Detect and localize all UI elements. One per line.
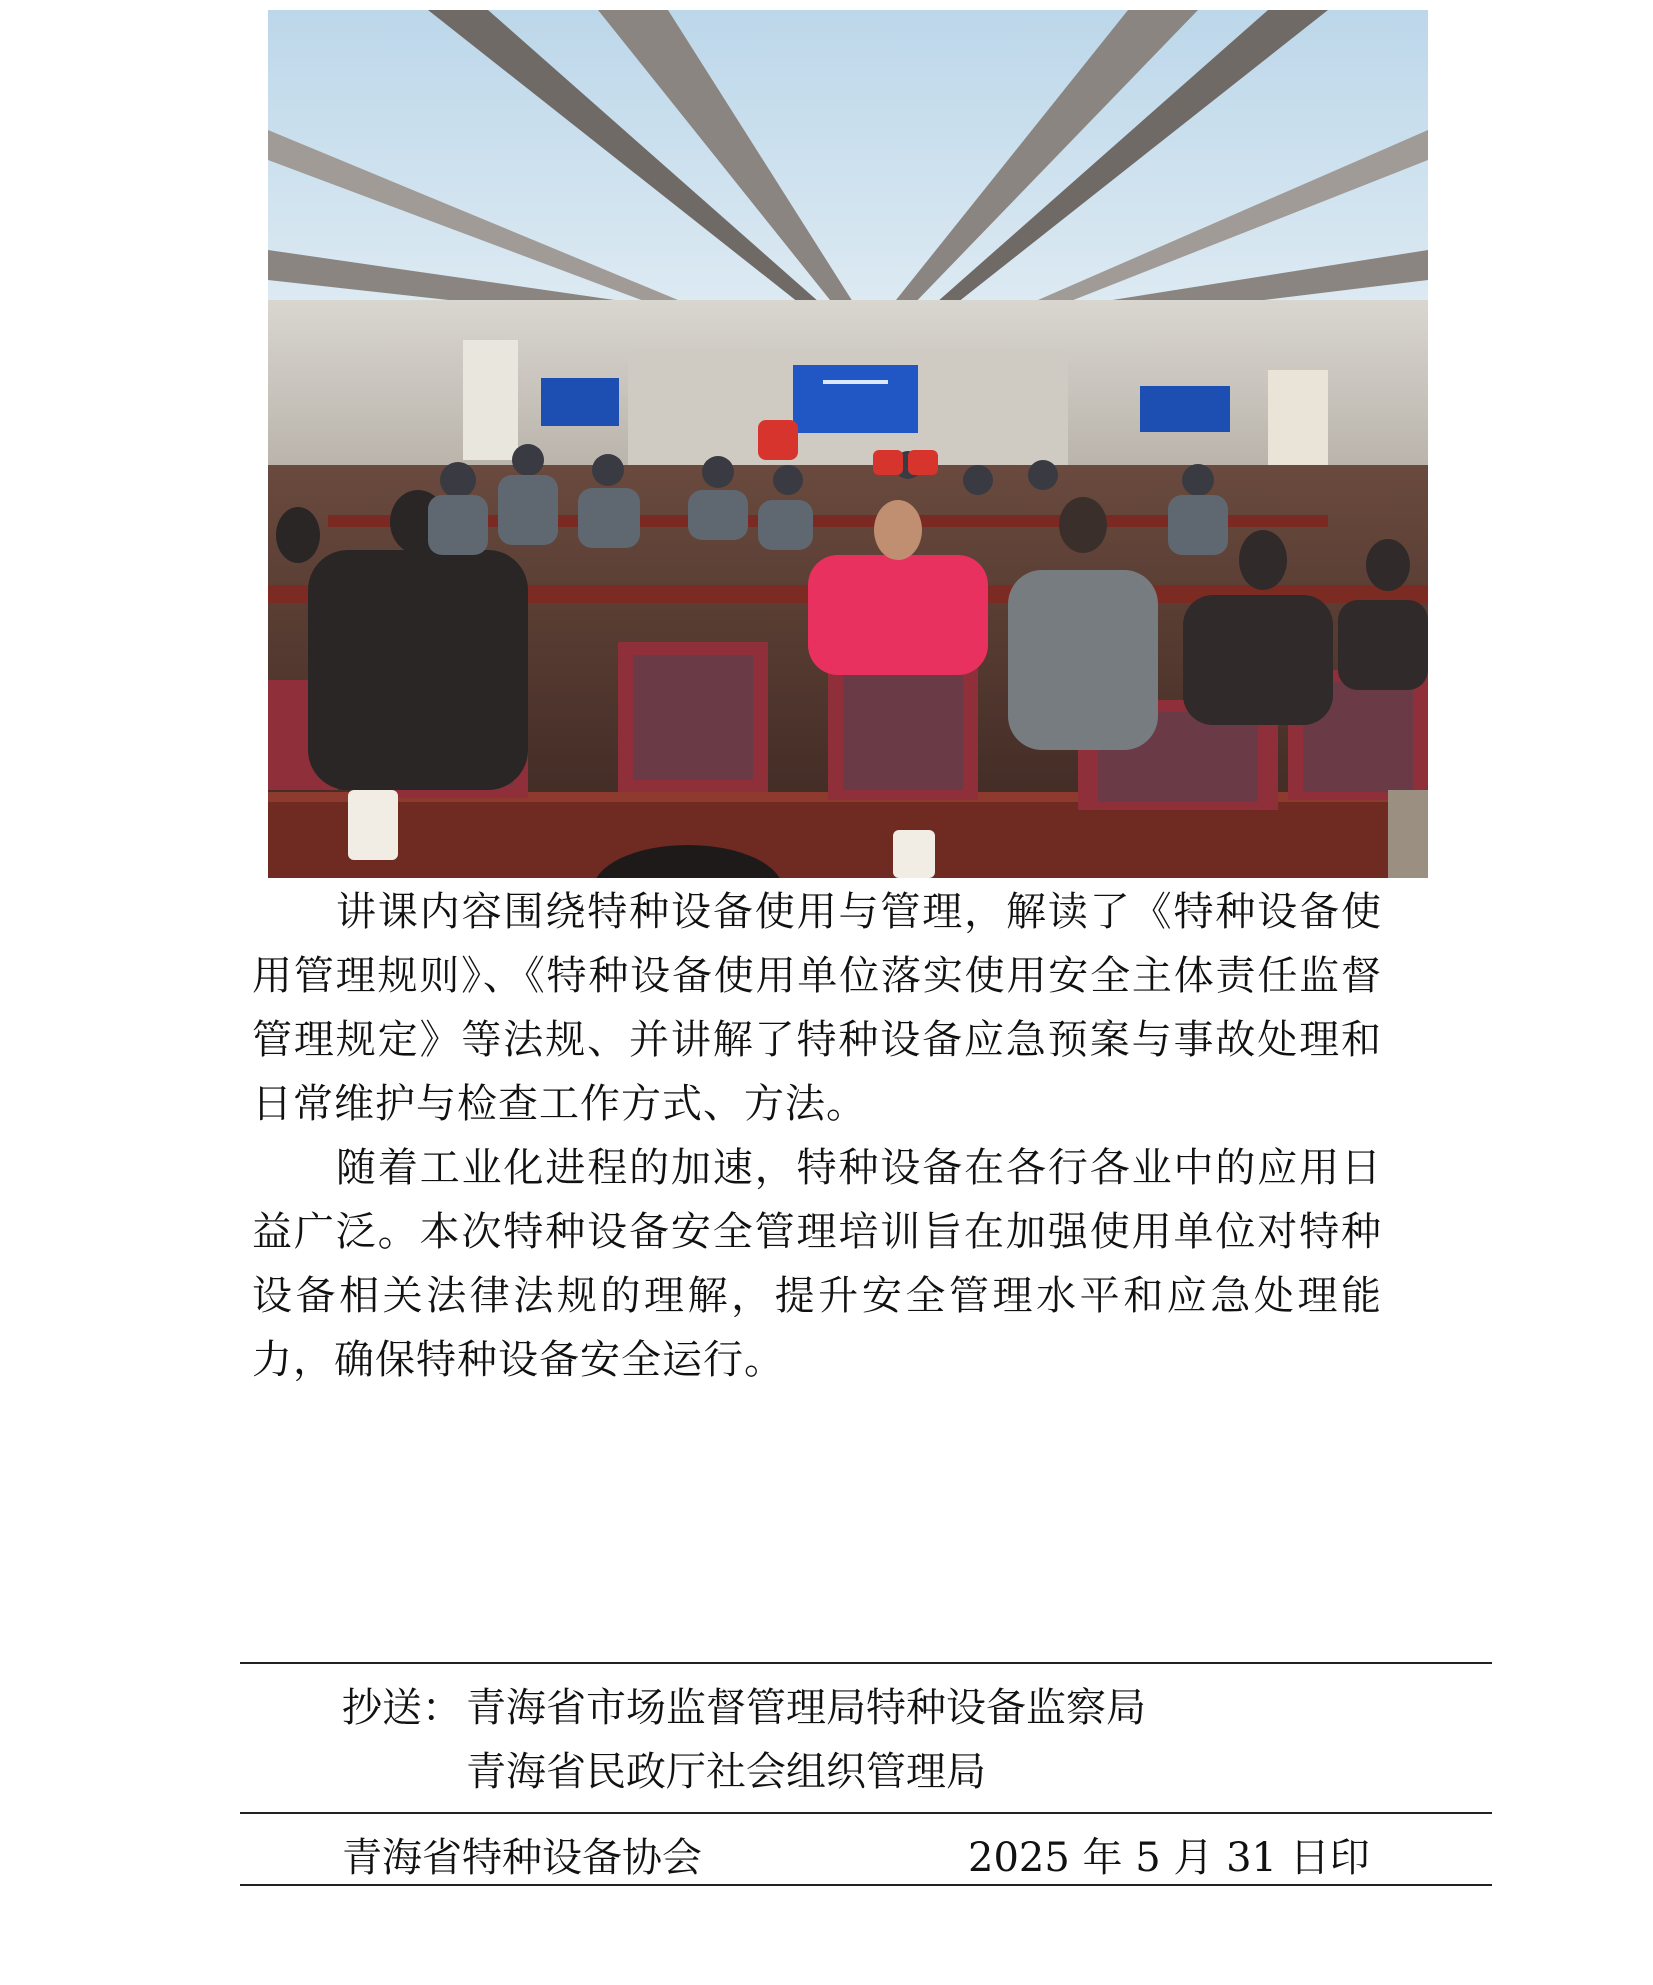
print-date: 2025 年 5 月 31 日印: [968, 1835, 1370, 1881]
training-photo: [268, 10, 1428, 878]
meeting-room-photo-icon: [268, 10, 1428, 878]
cc-label: 抄送：: [342, 1685, 462, 1731]
body-text: [252, 880, 1382, 1392]
divider-top: [240, 1662, 1492, 1664]
cc-recipient-1: 青海省市场监督管理局特种设备监察局: [466, 1685, 1146, 1731]
divider-bottom: [240, 1884, 1492, 1886]
paragraph-1: 讲课内容围绕特种设备使用与管理，解读了《特种设备使用管理规则》、《特种设备使用单位落实使用安全主体责任监督管理规定》等法规、并讲解了特种设备应急预案与事故处理和日常维护与检查工作方式、方法。: [252, 889, 1382, 1127]
paragraph-2: 随着工业化进程的加速，特种设备在各行各业中的应用日益广泛。本次特种设备安全管理培训旨在加强使用单位对特种设备相关法律法规的理解，提升安全管理水平和应急处理能力，确保特种设备安全运行。: [252, 1145, 1382, 1383]
cc-recipient-2: 青海省民政厅社会组织管理局: [466, 1749, 986, 1795]
divider-middle: [240, 1812, 1492, 1814]
issuing-organization: 青海省特种设备协会: [342, 1835, 702, 1881]
